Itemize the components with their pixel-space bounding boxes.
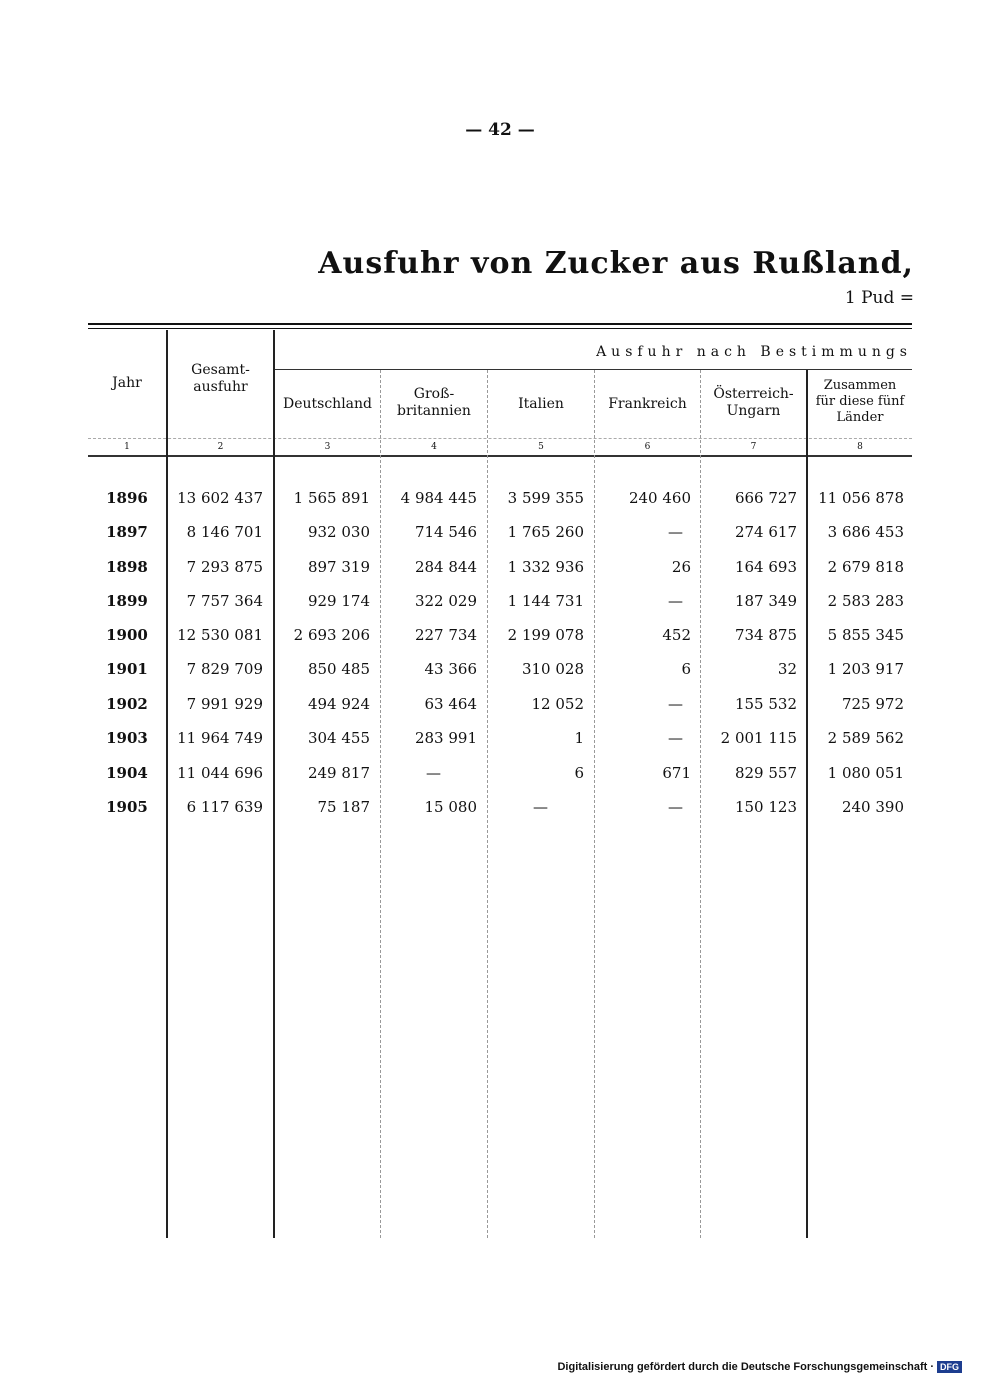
deutschland-cell: 249 817	[307, 764, 370, 782]
zusammen-cell: 2 583 283	[827, 592, 904, 610]
italien-cell: 1 765 260	[507, 523, 584, 541]
column-number: 4	[431, 442, 437, 452]
column-number: 1	[124, 442, 130, 452]
frankreich-cell: 26	[671, 558, 691, 576]
header-zusammen: Zusammen für diese fünf Länder	[815, 378, 905, 425]
oesterreich-cell: 274 617	[734, 523, 797, 541]
header-gesamt: Gesamt- ausfuhr	[191, 362, 250, 395]
gesamt-cell: 6 117 639	[186, 798, 263, 816]
table-title: Ausfuhr von Zucker aus Rußland,	[318, 246, 914, 281]
digitization-footer	[557, 1361, 962, 1373]
year-cell: 1898	[106, 558, 148, 576]
table-row	[88, 798, 912, 818]
frankreich-cell: —	[668, 695, 683, 713]
header-deutschland: Deutschland	[283, 396, 372, 412]
oesterreich-cell: 734 875	[734, 626, 797, 644]
header-bottom-rule	[88, 455, 912, 457]
year-cell: 1902	[106, 695, 148, 713]
zusammen-cell: 1 203 917	[827, 660, 904, 678]
deutschland-cell: 932 030	[307, 523, 370, 541]
col-divider-1	[166, 330, 168, 1238]
zusammen-cell: 725 972	[841, 695, 904, 713]
frankreich-cell: —	[668, 592, 683, 610]
grossbritannien-cell: 227 734	[414, 626, 477, 644]
grossbritannien-cell: 15 080	[424, 798, 477, 816]
grossbritannien-cell: —	[426, 764, 441, 782]
zusammen-cell: 3 686 453	[827, 523, 904, 541]
zusammen-cell: 2 589 562	[827, 729, 904, 747]
year-cell: 1903	[106, 729, 148, 747]
italien-cell: 6	[574, 764, 584, 782]
year-cell: 1900	[106, 626, 148, 644]
deutschland-cell: 494 924	[307, 695, 370, 713]
year-cell: 1905	[106, 798, 148, 816]
grossbritannien-cell: 322 029	[414, 592, 477, 610]
gesamt-cell: 11 044 696	[177, 764, 263, 782]
column-number: 5	[538, 442, 544, 452]
oesterreich-cell: 32	[777, 660, 797, 678]
italien-cell: 3 599 355	[507, 489, 584, 507]
italien-cell: 2 199 078	[507, 626, 584, 644]
year-cell: 1896	[106, 489, 148, 507]
year-cell: 1899	[106, 592, 148, 610]
top-rule	[88, 323, 912, 325]
column-number: 6	[644, 442, 651, 452]
footer-text: Digitalisierung gefördert durch die Deutsche Forschungsgemeinschaft ·	[557, 1361, 934, 1373]
oesterreich-cell: 150 123	[734, 798, 797, 816]
italien-cell: 1 332 936	[507, 558, 584, 576]
gesamt-cell: 7 293 875	[186, 558, 263, 576]
deutschland-cell: 850 485	[307, 660, 370, 678]
gesamt-cell: 8 146 701	[186, 523, 263, 541]
table-row	[88, 695, 912, 715]
grossbritannien-cell: 283 991	[414, 729, 477, 747]
deutschland-cell: 75 187	[317, 798, 370, 816]
frankreich-cell: —	[668, 798, 683, 816]
italien-cell: 1 144 731	[507, 592, 584, 610]
zusammen-cell: 11 056 878	[818, 489, 904, 507]
gesamt-cell: 12 530 081	[177, 626, 263, 644]
deutschland-cell: 304 455	[307, 729, 370, 747]
oesterreich-cell: 155 532	[734, 695, 797, 713]
year-cell: 1897	[106, 523, 148, 541]
header-jahr: Jahr	[112, 375, 142, 391]
deutschland-cell: 929 174	[307, 592, 370, 610]
table-row	[88, 626, 912, 646]
zusammen-cell: 5 855 345	[827, 626, 904, 644]
oesterreich-cell: 164 693	[734, 558, 797, 576]
dfg-logo: DFG	[937, 1361, 962, 1373]
header-frankreich: Frankreich	[608, 396, 687, 412]
table-row	[88, 558, 912, 578]
table-row	[88, 523, 912, 543]
table-row	[88, 764, 912, 784]
frankreich-cell: 6	[681, 660, 691, 678]
column-number: 3	[324, 442, 331, 452]
unit-line: 1 Pud =	[844, 288, 914, 308]
top-rule-inner	[88, 328, 912, 329]
header-grossbritannien: Groß- britannien	[397, 386, 471, 419]
italien-cell: 1	[574, 729, 584, 747]
table-row	[88, 660, 912, 680]
frankreich-cell: 671	[662, 764, 691, 782]
frankreich-cell: —	[668, 729, 683, 747]
col-divider-2	[273, 330, 275, 1238]
year-cell: 1904	[106, 764, 148, 782]
table-row	[88, 592, 912, 612]
header-group: Ausfuhr nach Bestimmungs	[596, 344, 912, 360]
frankreich-cell: —	[668, 523, 683, 541]
grossbritannien-cell: 4 984 445	[400, 489, 477, 507]
page-number: — 42 —	[465, 120, 535, 140]
frankreich-cell: 240 460	[628, 489, 691, 507]
deutschland-cell: 2 693 206	[293, 626, 370, 644]
gesamt-cell: 7 829 709	[186, 660, 263, 678]
column-number: 8	[857, 442, 863, 452]
year-cell: 1901	[106, 660, 148, 678]
italien-cell: —	[533, 798, 548, 816]
header-italien: Italien	[518, 396, 564, 412]
gesamt-cell: 7 991 929	[186, 695, 263, 713]
grossbritannien-cell: 714 546	[414, 523, 477, 541]
italien-cell: 12 052	[531, 695, 584, 713]
oesterreich-cell: 666 727	[734, 489, 797, 507]
colno-rule	[88, 438, 912, 439]
deutschland-cell: 897 319	[307, 558, 370, 576]
zusammen-cell: 2 679 818	[827, 558, 904, 576]
oesterreich-cell: 829 557	[734, 764, 797, 782]
table-row	[88, 489, 912, 509]
zusammen-cell: 1 080 051	[827, 764, 904, 782]
deutschland-cell: 1 565 891	[293, 489, 370, 507]
zusammen-cell: 240 390	[841, 798, 904, 816]
grossbritannien-cell: 284 844	[414, 558, 477, 576]
group-rule	[274, 369, 912, 370]
italien-cell: 310 028	[521, 660, 584, 678]
column-number: 7	[750, 442, 757, 452]
header-oesterreich-ungarn: Österreich- Ungarn	[713, 386, 794, 419]
grossbritannien-cell: 43 366	[424, 660, 477, 678]
frankreich-cell: 452	[662, 626, 691, 644]
grossbritannien-cell: 63 464	[424, 695, 477, 713]
gesamt-cell: 13 602 437	[177, 489, 263, 507]
gesamt-cell: 11 964 749	[177, 729, 263, 747]
column-number: 2	[217, 442, 224, 452]
table-row	[88, 729, 912, 749]
gesamt-cell: 7 757 364	[186, 592, 263, 610]
oesterreich-cell: 2 001 115	[720, 729, 797, 747]
oesterreich-cell: 187 349	[734, 592, 797, 610]
